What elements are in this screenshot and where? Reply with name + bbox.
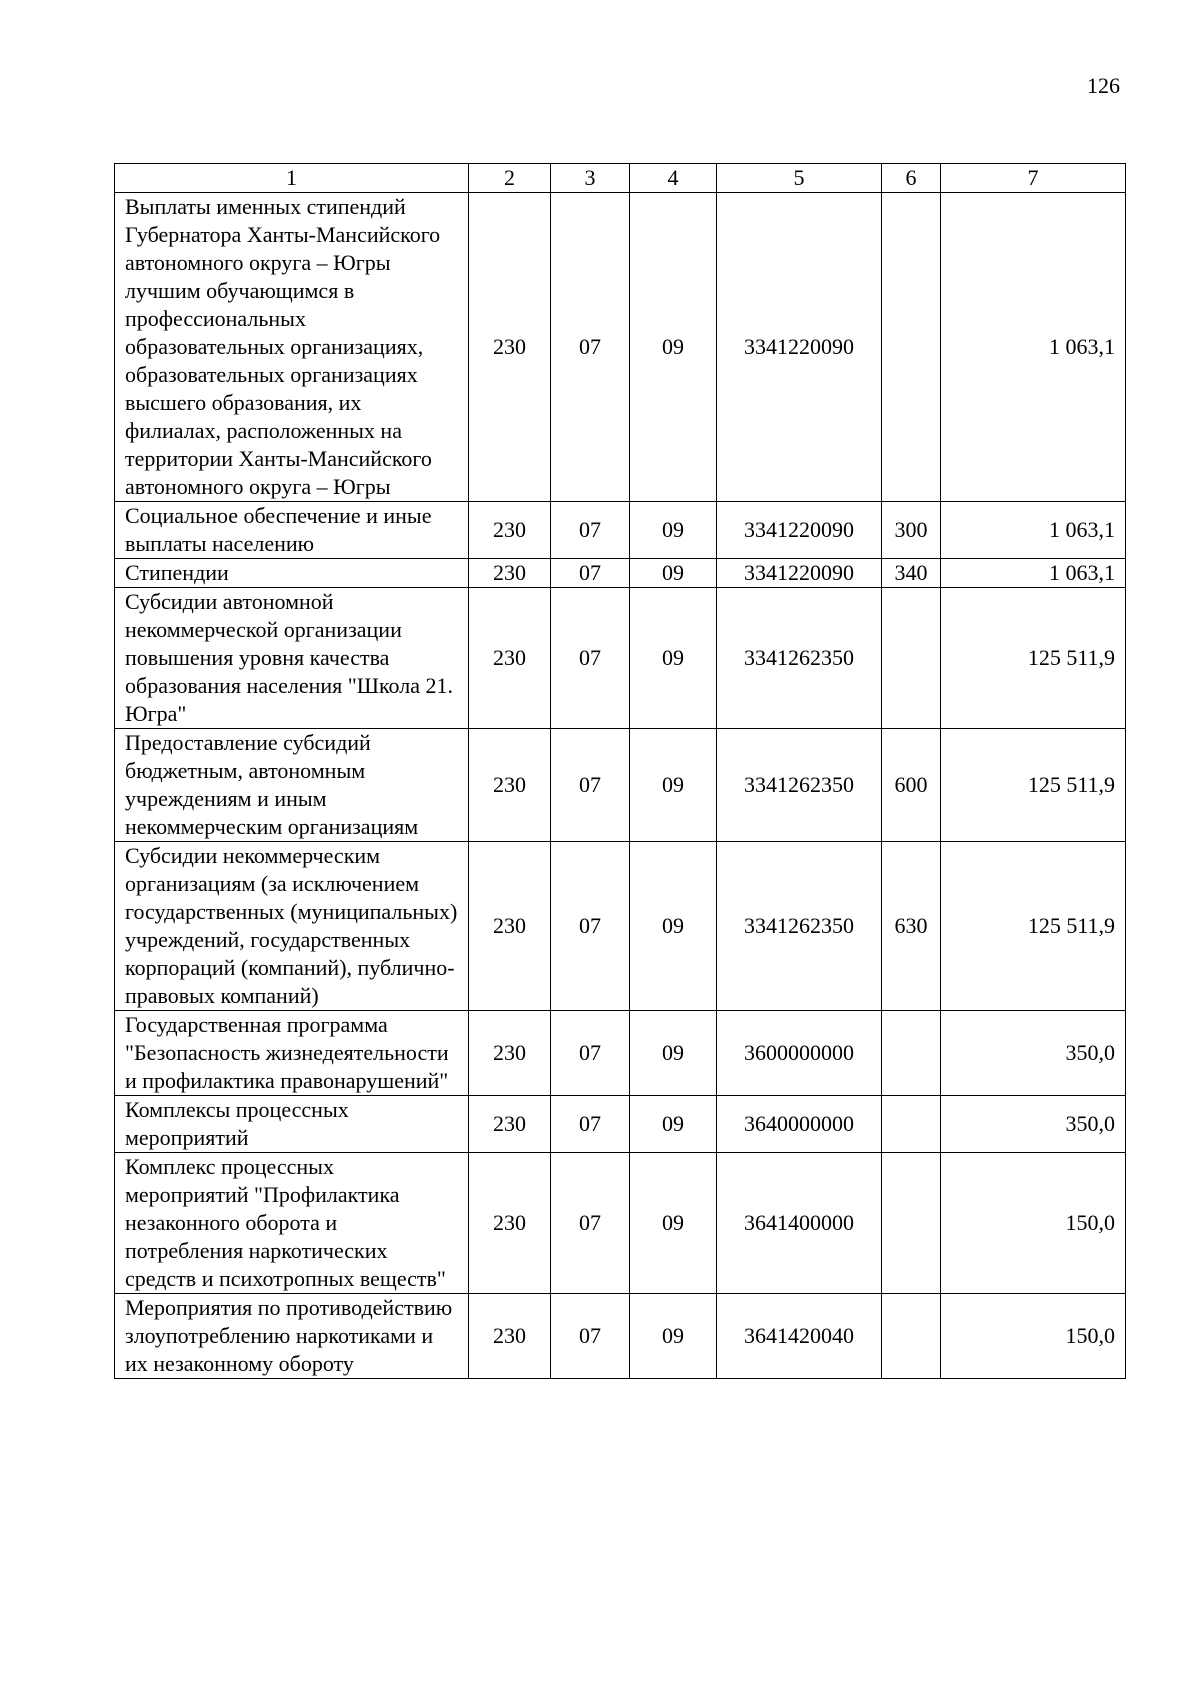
row-vr (882, 1294, 941, 1379)
row-grbs: 230 (469, 193, 551, 502)
row-name: Мероприятия по противодействию злоупотреблению наркотиками и их незаконному обороту (115, 1294, 469, 1379)
header-col-5: 5 (717, 164, 882, 193)
row-csr: 3641400000 (717, 1153, 882, 1294)
row-amount: 1 063,1 (941, 559, 1126, 588)
row-grbs: 230 (469, 729, 551, 842)
row-name: Субсидии некоммерческим организациям (за исключением государственных (муниципальных) учреждений, государственных корпораций (компаний), публично-правовых компаний) (115, 842, 469, 1011)
row-csr: 3341262350 (717, 842, 882, 1011)
row-amount: 150,0 (941, 1153, 1126, 1294)
row-name: Выплаты именных стипендий Губернатора Ханты-Мансийского автономного округа – Югры лучшим обучающимся в профессиональных образовательных организациях, образовательных организациях высшего образования, их филиалах, расположенных на территории Ханты-Мансийского автономного округа – Югры (115, 193, 469, 502)
row-pr: 09 (630, 559, 717, 588)
row-pr: 09 (630, 1294, 717, 1379)
row-csr: 3341262350 (717, 588, 882, 729)
row-name: Субсидии автономной некоммерческой организации повышения уровня качества образования населения "Школа 21. Югра" (115, 588, 469, 729)
row-rz: 07 (551, 842, 630, 1011)
table-row (115, 1011, 1126, 1096)
row-vr: 300 (882, 502, 941, 559)
budget-table (114, 163, 1126, 1379)
row-rz: 07 (551, 1096, 630, 1153)
table-row (115, 588, 1126, 729)
row-name: Комплексы процессных мероприятий (115, 1096, 469, 1153)
row-vr (882, 1011, 941, 1096)
row-name: Предоставление субсидий бюджетным, автономным учреждениям и иным некоммерческим организациям (115, 729, 469, 842)
row-vr (882, 588, 941, 729)
row-csr: 3341262350 (717, 729, 882, 842)
row-amount: 1 063,1 (941, 502, 1126, 559)
row-rz: 07 (551, 193, 630, 502)
row-grbs: 230 (469, 502, 551, 559)
row-grbs: 230 (469, 1153, 551, 1294)
table-row (115, 729, 1126, 842)
row-vr: 630 (882, 842, 941, 1011)
row-amount: 350,0 (941, 1096, 1126, 1153)
row-vr (882, 1096, 941, 1153)
row-csr: 3341220090 (717, 193, 882, 502)
header-col-3: 3 (551, 164, 630, 193)
row-pr: 09 (630, 588, 717, 729)
table-row (115, 193, 1126, 502)
row-grbs: 230 (469, 588, 551, 729)
row-vr (882, 193, 941, 502)
row-grbs: 230 (469, 1011, 551, 1096)
table-row (115, 502, 1126, 559)
table-row (115, 1294, 1126, 1379)
table-row (115, 559, 1126, 588)
row-amount: 125 511,9 (941, 729, 1126, 842)
row-vr: 600 (882, 729, 941, 842)
row-pr: 09 (630, 193, 717, 502)
row-rz: 07 (551, 1011, 630, 1096)
row-csr: 3641420040 (717, 1294, 882, 1379)
row-rz: 07 (551, 729, 630, 842)
row-name: Государственная программа "Безопасность жизнедеятельности и профилактика правонарушений" (115, 1011, 469, 1096)
row-amount: 150,0 (941, 1294, 1126, 1379)
row-rz: 07 (551, 588, 630, 729)
row-csr: 3640000000 (717, 1096, 882, 1153)
header-col-4: 4 (630, 164, 717, 193)
row-amount: 350,0 (941, 1011, 1126, 1096)
row-csr: 3341220090 (717, 502, 882, 559)
header-col-7: 7 (941, 164, 1126, 193)
table-row (115, 1153, 1126, 1294)
row-pr: 09 (630, 502, 717, 559)
row-amount: 125 511,9 (941, 588, 1126, 729)
row-name: Комплекс процессных мероприятий "Профилактика незаконного оборота и потребления наркотических средств и психотропных веществ" (115, 1153, 469, 1294)
table-row (115, 842, 1126, 1011)
row-pr: 09 (630, 729, 717, 842)
row-amount: 125 511,9 (941, 842, 1126, 1011)
row-pr: 09 (630, 1011, 717, 1096)
header-col-2: 2 (469, 164, 551, 193)
row-name: Стипендии (115, 559, 469, 588)
header-col-6: 6 (882, 164, 941, 193)
page-number: 126 (1087, 73, 1120, 98)
header-row (115, 164, 1126, 193)
row-csr: 3341220090 (717, 559, 882, 588)
row-pr: 09 (630, 1153, 717, 1294)
row-pr: 09 (630, 1096, 717, 1153)
row-pr: 09 (630, 842, 717, 1011)
row-grbs: 230 (469, 1096, 551, 1153)
row-vr (882, 1153, 941, 1294)
row-grbs: 230 (469, 842, 551, 1011)
row-name: Социальное обеспечение и иные выплаты населению (115, 502, 469, 559)
row-rz: 07 (551, 559, 630, 588)
row-amount: 1 063,1 (941, 193, 1126, 502)
row-csr: 3600000000 (717, 1011, 882, 1096)
row-rz: 07 (551, 1153, 630, 1294)
header-col-1: 1 (115, 164, 469, 193)
row-rz: 07 (551, 502, 630, 559)
row-vr: 340 (882, 559, 941, 588)
row-rz: 07 (551, 1294, 630, 1379)
row-grbs: 230 (469, 1294, 551, 1379)
table-row (115, 1096, 1126, 1153)
row-grbs: 230 (469, 559, 551, 588)
